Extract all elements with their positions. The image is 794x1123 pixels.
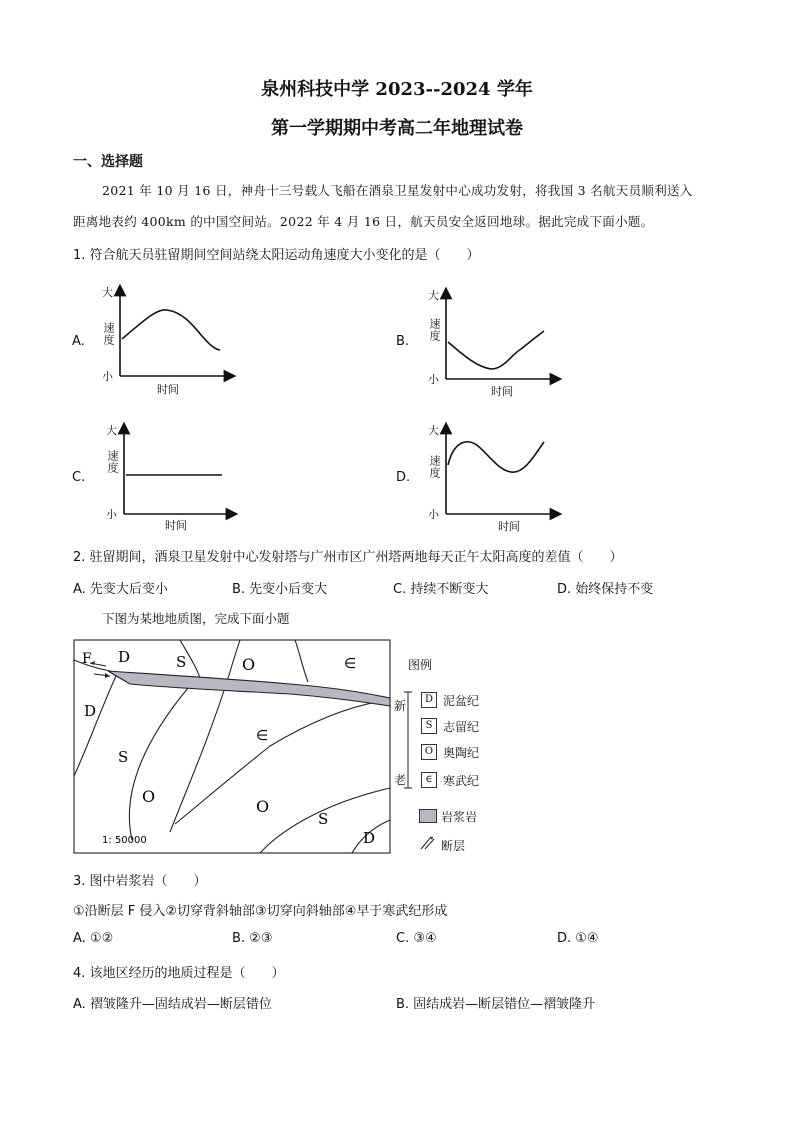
graph-b-y-top: 大 <box>428 289 439 302</box>
graph-d-y-label: 速度 <box>428 455 441 479</box>
exam-title-line2: 第一学期期中考高二年地理试卷 <box>271 118 523 139</box>
map-label-s-2: S <box>118 748 129 766</box>
graph-c-y-bottom: 小 <box>106 508 117 521</box>
legend-age-bracket <box>402 688 414 793</box>
graph-b-y-bottom: 小 <box>428 373 439 386</box>
q2-option-d: D. 始终保持不变 <box>557 582 654 597</box>
graph-b <box>396 285 566 400</box>
map-label-s-1: S <box>176 653 187 671</box>
map-label-e-2: ∈ <box>256 728 269 744</box>
legend-title: 图例 <box>408 658 433 672</box>
legend-fault-icon <box>419 835 435 851</box>
q4-option-a: A. 褶皱隆升—固结成岩—断层错位 <box>73 997 272 1012</box>
q3-option-a: A. ①② <box>73 931 114 946</box>
map-label-d-3: D <box>363 829 376 847</box>
graph-d <box>396 420 566 535</box>
intro-line1: 2021 年 10 月 16 日，神舟十三号载人飞船在酒泉卫星发射中心成功发射，将我国 3 名航天员顺利送入 <box>102 183 693 198</box>
q3-option-b: B. ②③ <box>232 931 273 946</box>
graph-b-y-label: 速度 <box>428 318 441 342</box>
graph-d-curve <box>448 442 544 472</box>
graph-a-y-label: 速度 <box>102 322 115 346</box>
q3-statements: ①沿断层 F 侵入②切穿背斜轴部③切穿向斜轴部④早于寒武纪形成 <box>73 904 448 919</box>
graph-d-y-top: 大 <box>428 424 439 437</box>
legend-magma-swatch <box>419 809 437 823</box>
legend-name-silurian: 志留纪 <box>443 720 480 734</box>
graph-b-plot <box>396 285 566 400</box>
legend-name-cambrian: 寒武纪 <box>443 774 480 788</box>
map-label-f: F <box>82 651 92 667</box>
q3-option-d: D. ①④ <box>557 931 599 946</box>
map-scale: 1: 50000 <box>102 835 147 846</box>
exam-title-line1: 泉州科技中学 2023--2024 学年 <box>261 79 533 100</box>
graph-d-letter: D. <box>396 470 411 485</box>
graph-b-curve <box>448 331 544 369</box>
graph-a-y-top: 大 <box>102 286 113 299</box>
graph-a-y-bottom: 小 <box>102 370 113 383</box>
graph-d-plot <box>396 420 566 535</box>
map-label-e-1: ∈ <box>344 656 357 672</box>
map-intro: 下图为某地地质图，完成下面小题 <box>102 611 290 626</box>
legend-box-s: S <box>421 718 437 734</box>
legend-name-devonian: 泥盆纪 <box>443 694 480 708</box>
legend-new: 新 <box>394 699 407 713</box>
graph-a-x-label: 时间 <box>157 383 179 396</box>
graph-b-x-label: 时间 <box>491 385 513 398</box>
graph-c-x-label: 时间 <box>165 519 187 532</box>
graph-d-x-label: 时间 <box>498 520 520 533</box>
legend-fault-arrow <box>430 837 433 840</box>
q4-stem: 4. 该地区经历的地质过程是（ ） <box>73 966 285 981</box>
legend-box-e: ∈ <box>421 772 437 788</box>
legend-name-ordovician: 奥陶纪 <box>443 746 480 760</box>
graph-a-plot <box>72 284 242 399</box>
section-heading: 一、选择题 <box>73 154 143 170</box>
q2-stem: 2. 驻留期间，酒泉卫星发射中心发射塔与广州市区广州塔两地每天正午太阳高度的差值（ ） <box>73 550 623 565</box>
legend-old: 老 <box>394 773 407 787</box>
graph-a-curve <box>122 310 220 350</box>
graph-c <box>72 420 242 535</box>
q4-option-b: B. 固结成岩—断层错位—褶皱隆升 <box>396 997 596 1012</box>
q2-option-c: C. 持续不断变大 <box>393 582 489 597</box>
graph-c-letter: C. <box>72 470 86 485</box>
graph-c-y-top: 大 <box>106 424 117 437</box>
graph-a <box>72 284 242 399</box>
graph-d-y-bottom: 小 <box>428 508 439 521</box>
map-label-o-1: O <box>242 655 256 674</box>
legend-magma-label: 岩浆岩 <box>441 810 478 824</box>
legend-box-d: D <box>421 692 437 708</box>
q3-stem: 3. 图中岩浆岩（ ） <box>73 874 207 889</box>
graph-a-letter: A. <box>72 334 85 349</box>
q3-option-c: C. ③④ <box>396 931 437 946</box>
graph-c-plot <box>72 420 242 535</box>
q2-option-b: B. 先变小后变大 <box>232 582 328 597</box>
q2-option-a: A. 先变大后变小 <box>73 582 168 597</box>
intro-line2: 距离地表约 400km 的中国空间站。2022 年 4 月 16 日，航天员安全返回地球。据此完成下面小题。 <box>73 214 654 229</box>
graph-c-y-label: 速度 <box>106 450 119 474</box>
map-label-o-2: O <box>142 787 156 806</box>
graph-b-letter: B. <box>396 334 410 349</box>
q1-stem: 1. 符合航天员驻留期间空间站绕太阳运动角速度大小变化的是（ ） <box>73 248 480 263</box>
legend-box-o: O <box>421 744 437 760</box>
legend-fault-label: 断层 <box>441 839 466 853</box>
map-label-o-3: O <box>256 797 270 816</box>
map-label-s-3: S <box>318 810 329 828</box>
map-label-d-1: D <box>118 648 131 666</box>
map-label-d-2: D <box>84 702 97 720</box>
legend-fault-line-2 <box>425 839 434 849</box>
